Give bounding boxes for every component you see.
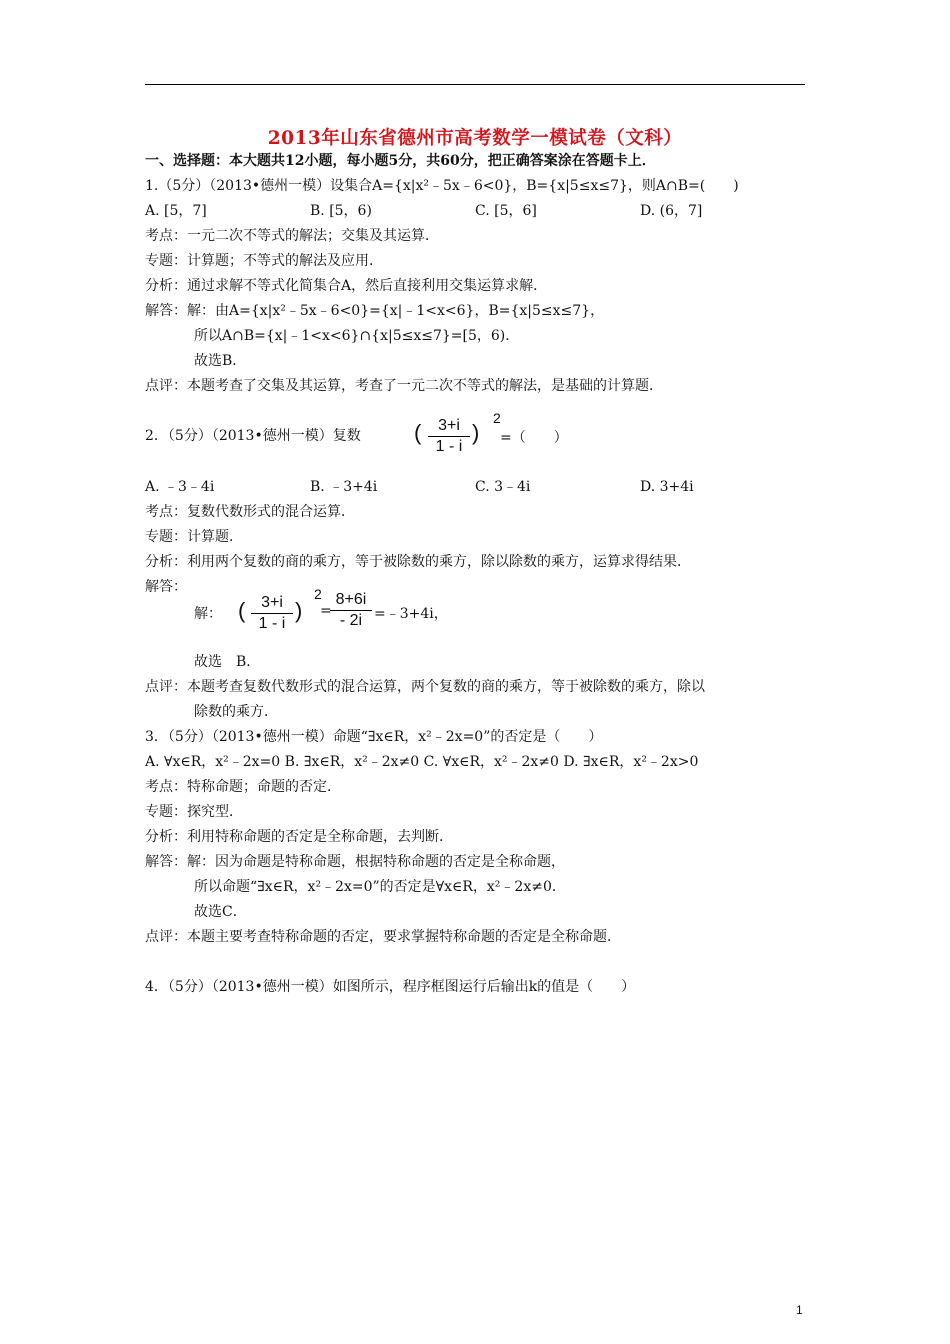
q2-sol-fraction [251, 594, 293, 633]
page-number: 1 [796, 1303, 803, 1317]
q1-jieda-2: 所以A∩B={x|﹣1<x<6}∩{x|5≤x≤7}=[5，6)． [194, 328, 520, 344]
q2-guxuan: 故选 B． [194, 654, 261, 670]
q1-zhuanti: 专题：计算题；不等式的解法及应用． [145, 253, 383, 269]
fraction-bar [251, 613, 293, 614]
q2-option-b: B. ﹣3+4i [310, 479, 378, 495]
q1-dianping: 点评：本题考查了交集及其运算，考查了一元二次不等式的解法，是基础的计算题． [145, 378, 663, 394]
q2-option-d: D. 3+4i [640, 479, 694, 495]
q2-result: =﹣3+4i， [374, 606, 448, 622]
q3-options: A. ∀x∈R，x²﹣2x=0 B. ∃x∈R，x²﹣2x≠0 C. ∀x∈R，x²﹣2x≠0 D. ∃x∈R，x²﹣2x>0 [145, 754, 699, 770]
q2-sol-fraction2-numerator: 8+6i [335, 591, 367, 608]
q2-sol-fraction2-denominator: - 2i [339, 612, 363, 629]
section-heading: 一、选择题：本大题共12小题，每小题5分，共60分，把正确答案涂在答题卡上． [145, 153, 656, 169]
q1-kaodian: 考点：一元二次不等式的解法；交集及其运算． [145, 228, 439, 244]
q3-zhuanti: 专题：探究型． [145, 804, 243, 820]
q1-jieda-3: 故选B． [194, 353, 247, 369]
q3-jieda-1: 解答：解：因为命题是特称命题，根据特称命题的否定是全称命题， [145, 854, 565, 870]
q1-jieda-1: 解答：解：由A={x|x²﹣5x﹣6<0}={x|﹣1<x<6}，B={x|5≤x≤7}， [145, 303, 605, 319]
q2-power: 2 [493, 410, 501, 426]
header-rule [145, 84, 805, 85]
q3-kaodian: 考点：特称命题；命题的否定． [145, 779, 341, 795]
q2-kaodian: 考点：复数代数形式的混合运算． [145, 504, 355, 520]
page-title: 2013年山东省德州市高考数学一模试卷（文科） [267, 128, 683, 149]
q2-left-paren: ( [414, 420, 422, 445]
q1-stem: 1.（5分）（2013•德州一模）设集合A={x|x²﹣5x﹣6<0}，B={x|5≤x≤7}，则A∩B=( ) [145, 178, 739, 194]
q2-sol-right-paren: ) [295, 598, 303, 623]
q2-sol-fraction-2 [330, 591, 372, 630]
q4-stem: 4．（5分）（2013•德州一模）如图所示，程序框图运行后输出k的值是（ ） [145, 979, 636, 995]
q2-option-c: C. 3﹣4i [475, 479, 531, 495]
fraction-bar [330, 610, 372, 611]
q2-equals: = [320, 603, 332, 619]
q1-option-d: D. (6，7] [640, 203, 703, 219]
q2-right-paren: ) [472, 420, 480, 445]
fraction-bar [428, 436, 470, 437]
q3-jieda-2: 所以命题“∃x∈R，x²﹣2x=0”的否定是∀x∈R，x²﹣2x≠0． [194, 879, 566, 895]
q1-fenxi: 分析：通过求解不等式化简集合A，然后直接利用交集运算求解． [145, 278, 548, 294]
q2-sol-left-paren: ( [238, 598, 246, 623]
q2-stem-suffix: =（ ） [500, 430, 568, 446]
q2-stem-prefix: 2．（5分）（2013•德州一模）复数 [145, 428, 361, 444]
q2-fraction-denominator: 1 - i [435, 438, 463, 455]
q3-stem: 3．（5分）（2013•德州一模）命题“∃x∈R，x²﹣2x=0”的否定是（ ） [145, 729, 603, 745]
q1-option-c: C. [5，6] [475, 203, 537, 219]
q3-dianping: 点评：本题主要考查特称命题的否定，要求掌握特称命题的否定是全称命题． [145, 929, 621, 945]
q2-sol-power: 2 [314, 586, 322, 602]
q2-fenxi: 分析：利用两个复数的商的乘方，等于被除数的乘方，除以除数的乘方，运算求得结果． [145, 554, 691, 570]
q2-dianping-1: 点评：本题考查复数代数形式的混合运算，两个复数的商的乘方，等于被除数的乘方，除以 [145, 679, 705, 695]
q2-fraction-numerator: 3+i [438, 417, 460, 434]
q2-jieda-label: 解答： [145, 579, 187, 595]
q2-dianping-2: 除数的乘方． [194, 704, 278, 720]
q2-fraction [428, 417, 470, 456]
q2-sol-fraction-denominator: 1 - i [258, 615, 286, 632]
q3-jieda-3: 故选C． [194, 904, 247, 920]
q2-sol-fraction-numerator: 3+i [261, 594, 283, 611]
q2-option-a: A. ﹣3﹣4i [145, 479, 215, 495]
q2-zhuanti: 专题：计算题． [145, 529, 243, 545]
q1-option-a: A. [5，7] [145, 203, 207, 219]
q3-fenxi: 分析：利用特称命题的否定是全称命题，去判断． [145, 829, 453, 845]
q2-jie: 解： [194, 606, 222, 622]
q1-option-b: B. [5，6) [310, 203, 372, 219]
